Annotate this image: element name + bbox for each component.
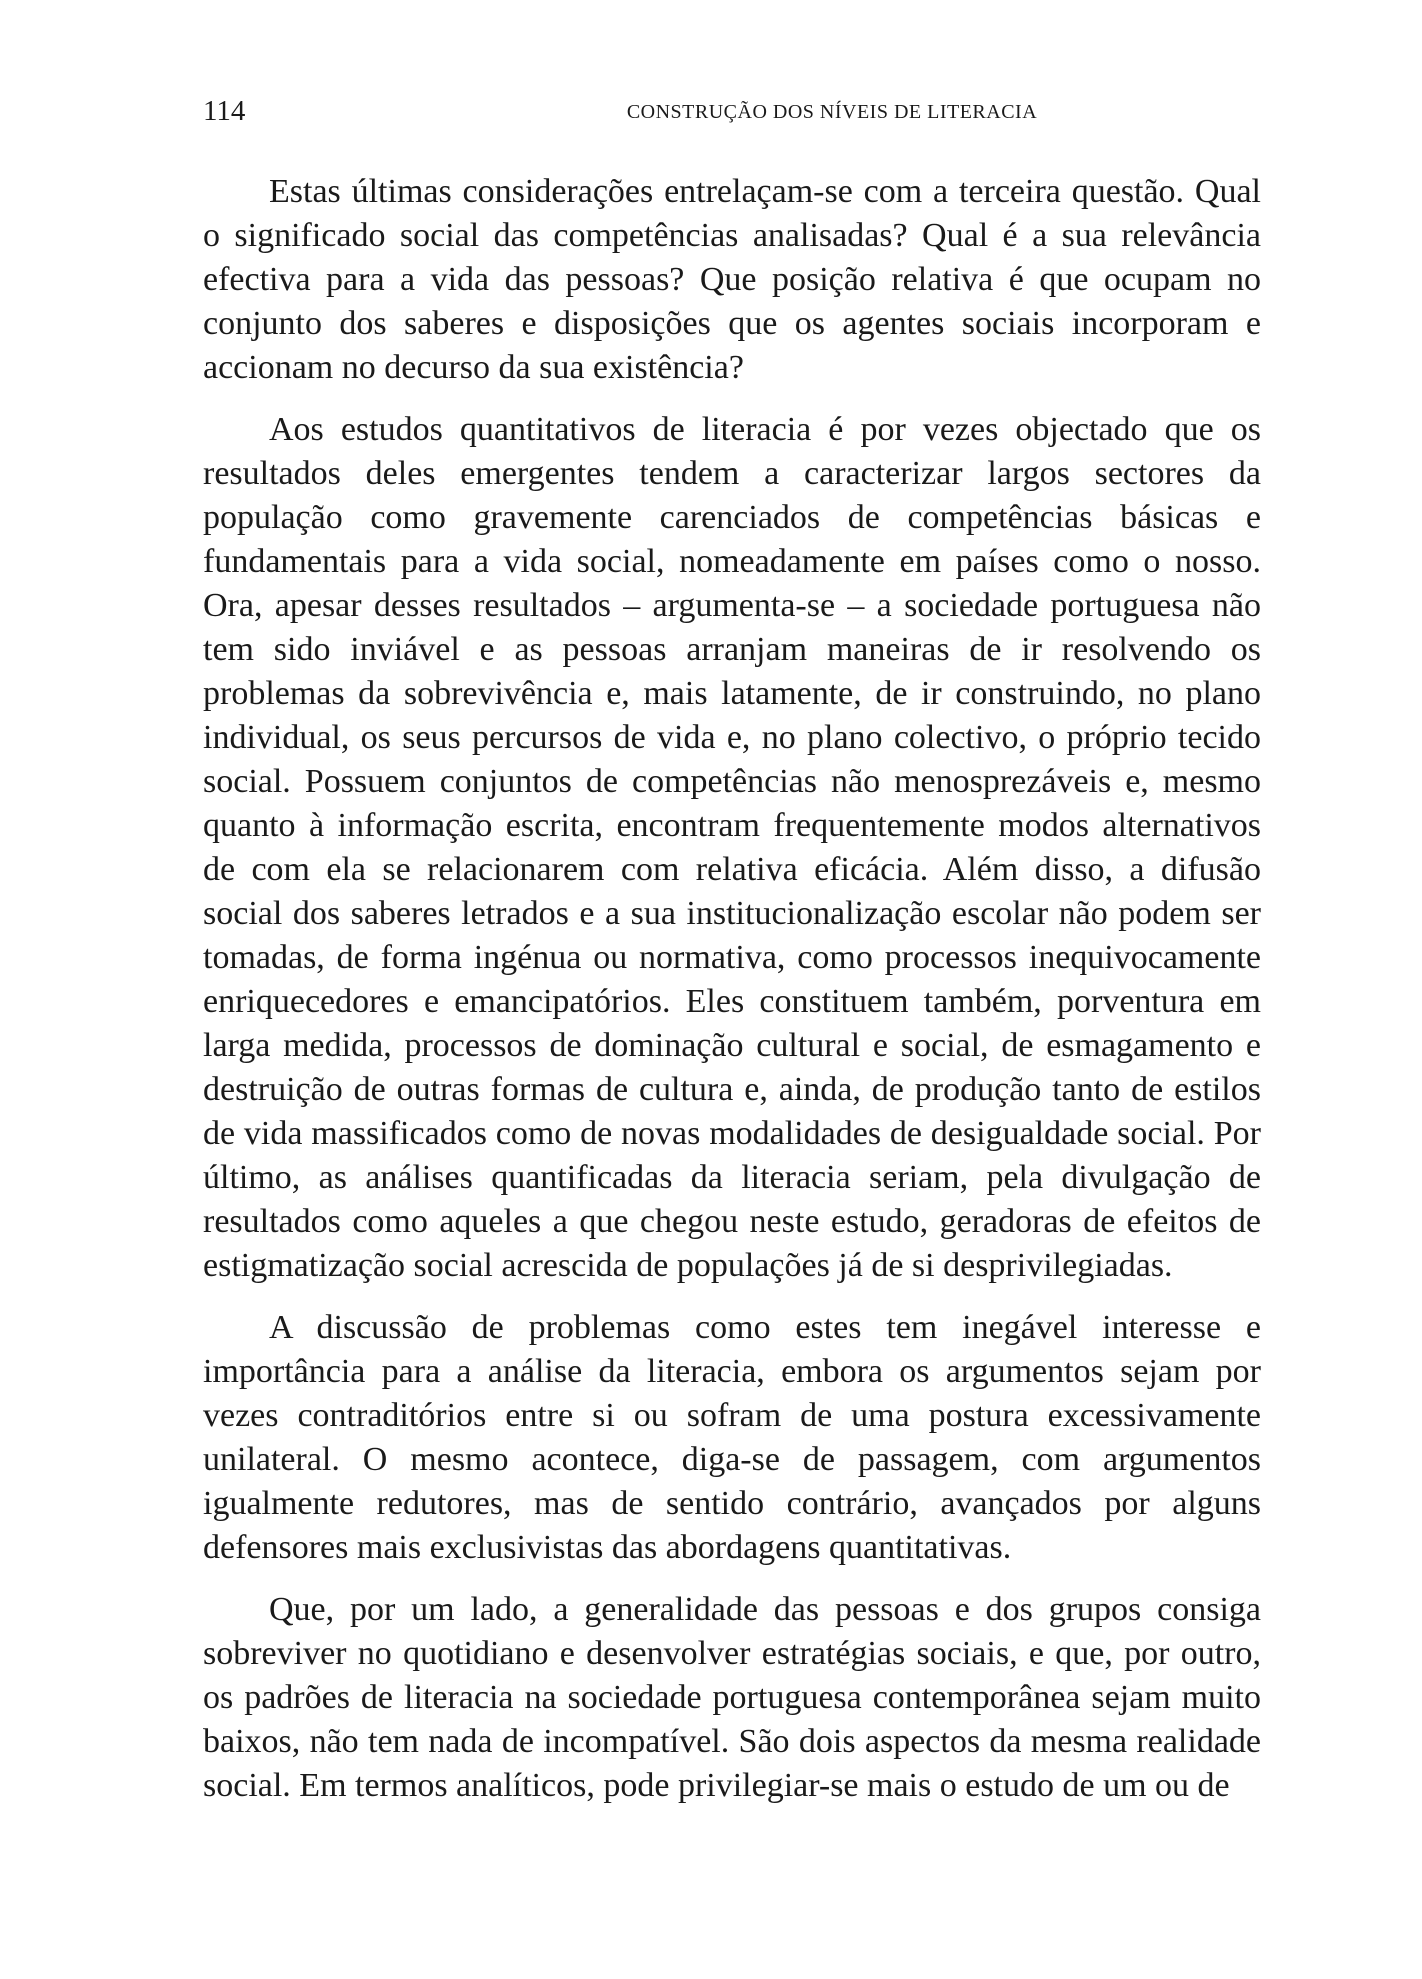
- paragraph-4: Que, por um lado, a generalidade das pessoas e dos grupos consiga sobreviver no quotidiano e desenvolver estratégias sociais, e que, por outro, os padrões de literacia na sociedade portuguesa contemporânea sejam muito baixos, não tem nada de incompatível. São dois aspectos da mesma realidade social. Em termos analíticos, pode privilegiar-se mais o estudo de um ou de: [203, 1591, 1261, 1804]
- page-number: 114: [203, 95, 246, 127]
- paragraph-2: Aos estudos quantitativos de literacia é por vezes objectado que os resultados deles emergentes tendem a caracterizar largos sectores da população como gravemente carenciados de competências básicas e fundamentais para a vida social, nomeadamente em países como o nosso. Ora, apesar desses resultados – argumenta-se – a sociedade portuguesa não tem sido inviável e as pessoas arranjam maneiras de ir resolvendo os problemas da sobrevivência e, mais latamente, de ir construindo, no plano individual, os seus percursos de vida e, no plano colectivo, o próprio tecido social. Possuem conjuntos de competências não menosprezáveis e, mesmo quanto à informação escrita, encontram frequentemente modos alternativos de com ela se relacionarem com relativa eficácia. Além disso, a difusão social dos saberes letrados e a sua institucionalização escolar não podem ser tomadas, de forma ingénua ou normativa, como processos inequivocamente enriquecedores e emancipatórios. Eles constituem também, porventura em larga medida, processos de dominação cultural e social, de esmagamento e destruição de outras formas de cultura e, ainda, de produção tanto de estilos de vida massificados como de novas modalidades de desigualdade social. Por último, as análises quantificadas da literacia seriam, pela divulgação de resultados como aqueles a que chegou neste estudo, geradoras de efeitos de estigmatização social acrescida de populações já de si desprivilegiadas.: [203, 411, 1261, 1284]
- paragraph-3: A discussão de problemas como estes tem inegável interesse e importância para a análise da literacia, embora os argumentos sejam por vezes contraditórios entre si ou sofram de uma postura excessivamente unilateral. O mesmo acontece, diga-se de passagem, com argumentos igualmente redutores, mas de sentido contrário, avançados por alguns defensores mais exclusivistas das abordagens quantitativas.: [203, 1309, 1261, 1566]
- running-header: [203, 93, 1261, 133]
- body-text: [203, 170, 1261, 1826]
- paragraph-1: Estas últimas considerações entrelaçam-se com a terceira questão. Qual o significado social das competências analisadas? Qual é a sua relevância efectiva para a vida das pessoas? Que posição relativa é que ocupam no conjunto dos saberes e disposições que os agentes sociais incorporam e accionam no decurso da sua existência?: [203, 173, 1261, 386]
- running-title: CONSTRUÇÃO DOS NÍVEIS DE LITERACIA: [626, 101, 1038, 123]
